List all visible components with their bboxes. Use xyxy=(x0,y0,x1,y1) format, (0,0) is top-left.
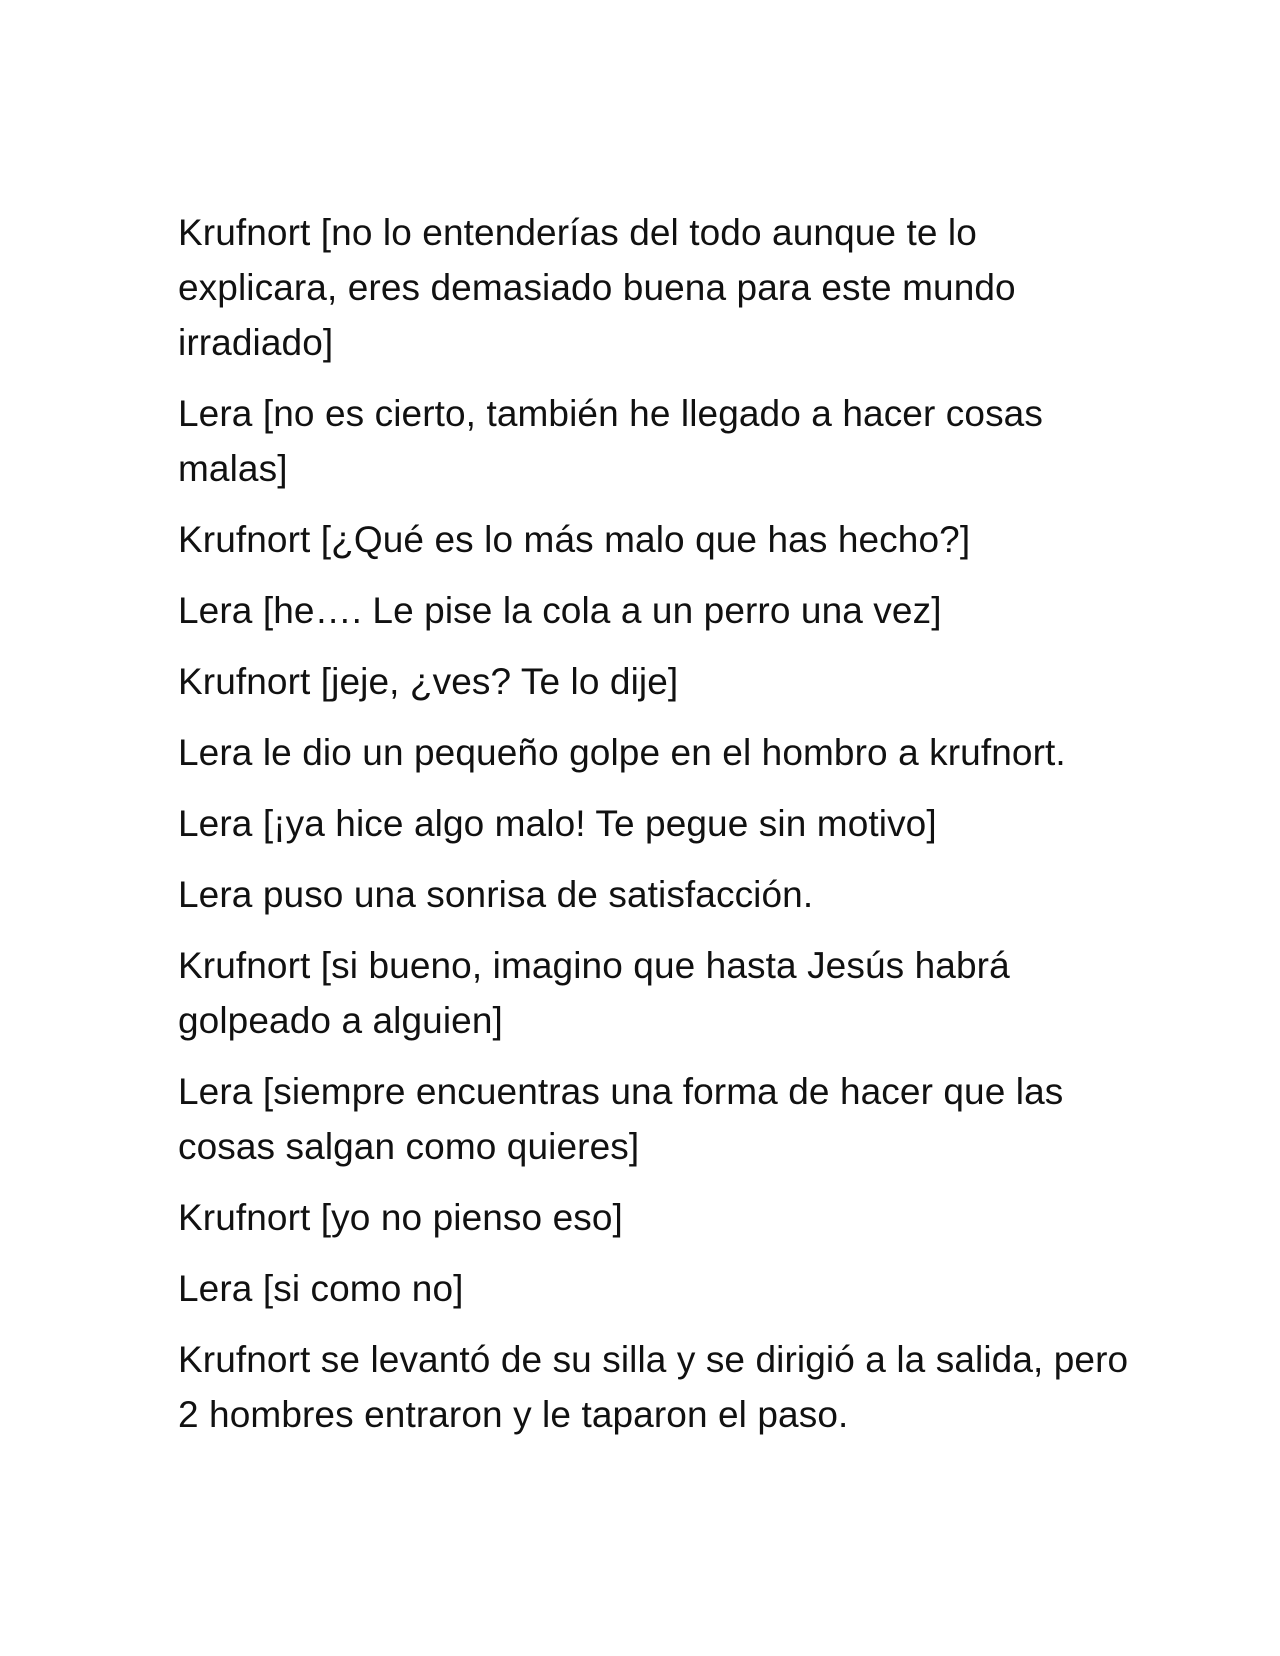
paragraph: Krufnort [jeje, ¿ves? Te lo dije] xyxy=(178,661,679,702)
paragraph: Krufnort [si bueno, imagino que hasta Jesús habrá golpeado a alguien] xyxy=(178,945,1010,1041)
paragraph: Krufnort se levantó de su silla y se dirigió a la salida, pero 2 hombres entraron y le taparon el paso. xyxy=(178,1339,1129,1435)
paragraph: Krufnort [no lo entenderías del todo aunque te lo explicara, eres demasiado buena para este mundo irradiado] xyxy=(178,212,1016,363)
paragraph: Krufnort [yo no pienso eso] xyxy=(178,1197,623,1238)
document-body xyxy=(178,205,1138,1458)
paragraph: Lera [siempre encuentras una forma de hacer que las cosas salgan como quieres] xyxy=(178,1071,1064,1167)
paragraph: Lera [¡ya hice algo malo! Te pegue sin motivo] xyxy=(178,803,937,844)
paragraph: Lera puso una sonrisa de satisfacción. xyxy=(178,874,814,915)
paragraph: Lera [si como no] xyxy=(178,1268,464,1309)
paragraph: Lera le dio un pequeño golpe en el hombro a krufnort. xyxy=(178,732,1066,773)
paragraph: Krufnort [¿Qué es lo más malo que has hecho?] xyxy=(178,519,971,560)
paragraph: Lera [he…. Le pise la cola a un perro una vez] xyxy=(178,590,942,631)
paragraph: Lera [no es cierto, también he llegado a hacer cosas malas] xyxy=(178,393,1043,489)
